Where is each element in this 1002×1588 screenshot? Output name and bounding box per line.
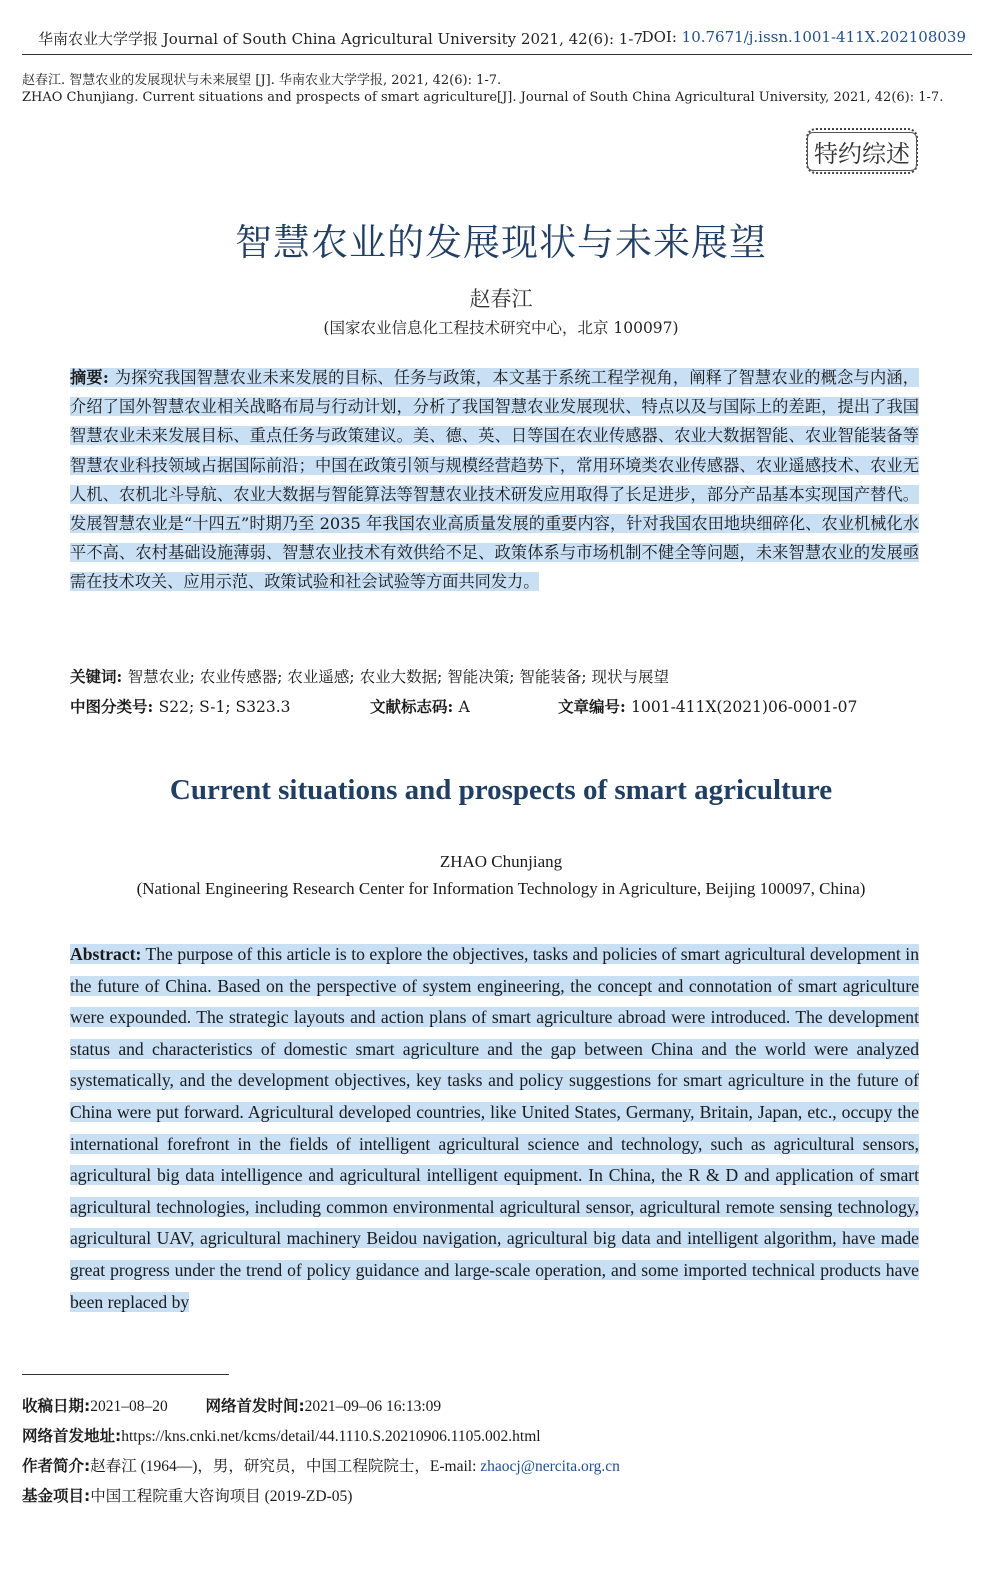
online-date: 2021–09–06 16:13:09 (304, 1398, 442, 1415)
special-review-stamp (806, 128, 918, 174)
doi-header (642, 28, 966, 46)
article-number: 文章编号: 1001-411X(2021)06-0001-07 (558, 697, 858, 716)
abstract-cn-text: 为探究我国智慧农业未来发展的目标、任务与政策，本文基于系统工程学视角，阐释了智慧农业的概念与内涵，介绍了国外智慧农业相关战略布局与行动计划，分析了我国智慧农业发展现状、特点以及与国际上的差距，提出了我国智慧农业未来发展目标、重点任务与政策建议。美、德、英、日等国在农业传感器、农业大数据智能、农业智能装备等智慧农业科技领域占据国际前沿；中国在政策引领与规模经营趋势下，常用环境类农业传感器、农业遥感技术、农业无人机、农机北斗导航、农业大数据与智能算法等智慧农业技术研发应用取得了长足进步，部分产品基本实现国产替代。发展智慧农业是“十四五”时期乃至 2035 年我国农业高质量发展的重要内容，针对我国农田地块细碎化、农业机械化水平不高、农村基础设施薄弱、智慧农业技术有效供给不足、政策体系与市场机制不健全等问题，未来智慧农业的发展亟需在技术攻关、应用示范、政策试验和社会试验等方面共同发力。 (70, 368, 919, 592)
affiliation-en: (National Engineering Research Center for Information Technology in Agriculture, Beijing 100097, China) (136, 879, 866, 898)
footnote-url: 网络首发地址:https://kns.cnki.net/kcms/detail/44.1110.S.20210906.1105.002.html (22, 1427, 541, 1445)
keywords-cn (70, 665, 669, 687)
keywords-label: 关键词: (70, 667, 128, 686)
journal-header: 华南农业大学学报 Journal of South China Agricultural University 2021, 42(6): 1-7 (38, 30, 643, 48)
doi-label: DOI: (641, 28, 682, 46)
citation-en: ZHAO Chunjiang. Current situations and prospects of smart agriculture[J]. Journal of South China Agricultural University, 2021, 42(6): 1-7. (22, 90, 944, 105)
footnote-dates: 收稿日期:2021–08–20 网络首发时间:2021–09–06 16:13:09 (22, 1397, 442, 1415)
page-title-en: Current situations and prospects of smart agriculture (169, 774, 833, 806)
abstract-en-label: Abstract: (70, 944, 142, 964)
received-date: 2021–08–20 (90, 1398, 168, 1415)
author-email-link[interactable]: zhaocj@nercita.org.cn (480, 1458, 620, 1475)
fund-info: 中国工程院重大咨询项目 (2019-ZD-05) (90, 1488, 353, 1505)
footnote-fund: 基金项目:中国工程院重大咨询项目 (2019-ZD-05) (22, 1487, 353, 1505)
footnote-author: 作者简介:赵春江 (1964—)，男，研究员，中国工程院院士，E-mail: zhaocj@nercita.org.cn (22, 1457, 620, 1475)
abstract-cn-label: 摘要: (70, 368, 115, 387)
stamp-text: 特约综述 (807, 132, 917, 171)
author-info: 赵春江 (1964—)，男，研究员，中国工程院院士，E-mail: (90, 1458, 481, 1475)
keywords-text: 智慧农业; 农业传感器; 农业遥感; 农业大数据; 智能决策; 智能装备; 现状与展望 (127, 668, 670, 686)
header-rule (22, 54, 972, 55)
abstract-en (70, 939, 919, 1317)
document-code: 文献标志码: A (370, 697, 470, 716)
classification-row (70, 695, 920, 719)
author-cn: 赵春江 (469, 287, 533, 311)
abstract-cn (70, 363, 919, 625)
author-en: ZHAO Chunjiang (439, 852, 563, 871)
citation-cn: 赵春江. 智慧农业的发展现状与未来展望 [J]. 华南农业大学学报, 2021, 42(6): 1-7. (22, 73, 502, 88)
abstract-en-text: The purpose of this article is to explore the objectives, tasks and policies of smart agricultural development in the future of China. Based on the perspective of system engineering, the concept and connotation of smart agriculture were expounded. The strategic layouts and action plans of smart agriculture abroad were introduced. The development status and characteristics of domestic smart agriculture and the gap between China and the world were analyzed systematically, and the development objectives, key tasks and policy suggestions for smart agriculture in the future of China were put forward. Agricultural developed countries, like United States, Germany, Britain, Japan, etc., occupy the international forefront in the fields of intelligent agricultural science and technology, such as agricultural sensors, agricultural big data intelligence and agricultural intelligent equipment. In China, the R & D and application of smart agricultural technologies, including common environmental agricultural sensor, agricultural remote sensing technology, agricultural UAV, agricultural machinery Beidou navigation, agricultural big data and intelligent algorithm, have made great progress under the trend of policy guidance and large-scale operation, and some imported technical products have been replaced by (70, 944, 919, 1312)
clc-number: 中图分类号: S22; S-1; S323.3 (70, 697, 291, 716)
affiliation-cn: (国家农业信息化工程技术研究中心，北京 100097) (323, 319, 679, 337)
doi-link[interactable]: 10.7671/j.issn.1001-411X.202108039 (681, 28, 966, 46)
online-url[interactable]: https://kns.cnki.net/kcms/detail/44.1110.S.20210906.1105.002.html (121, 1428, 541, 1445)
footnote-rule (22, 1374, 229, 1375)
page-title-cn: 智慧农业的发展现状与未来展望 (235, 221, 767, 264)
